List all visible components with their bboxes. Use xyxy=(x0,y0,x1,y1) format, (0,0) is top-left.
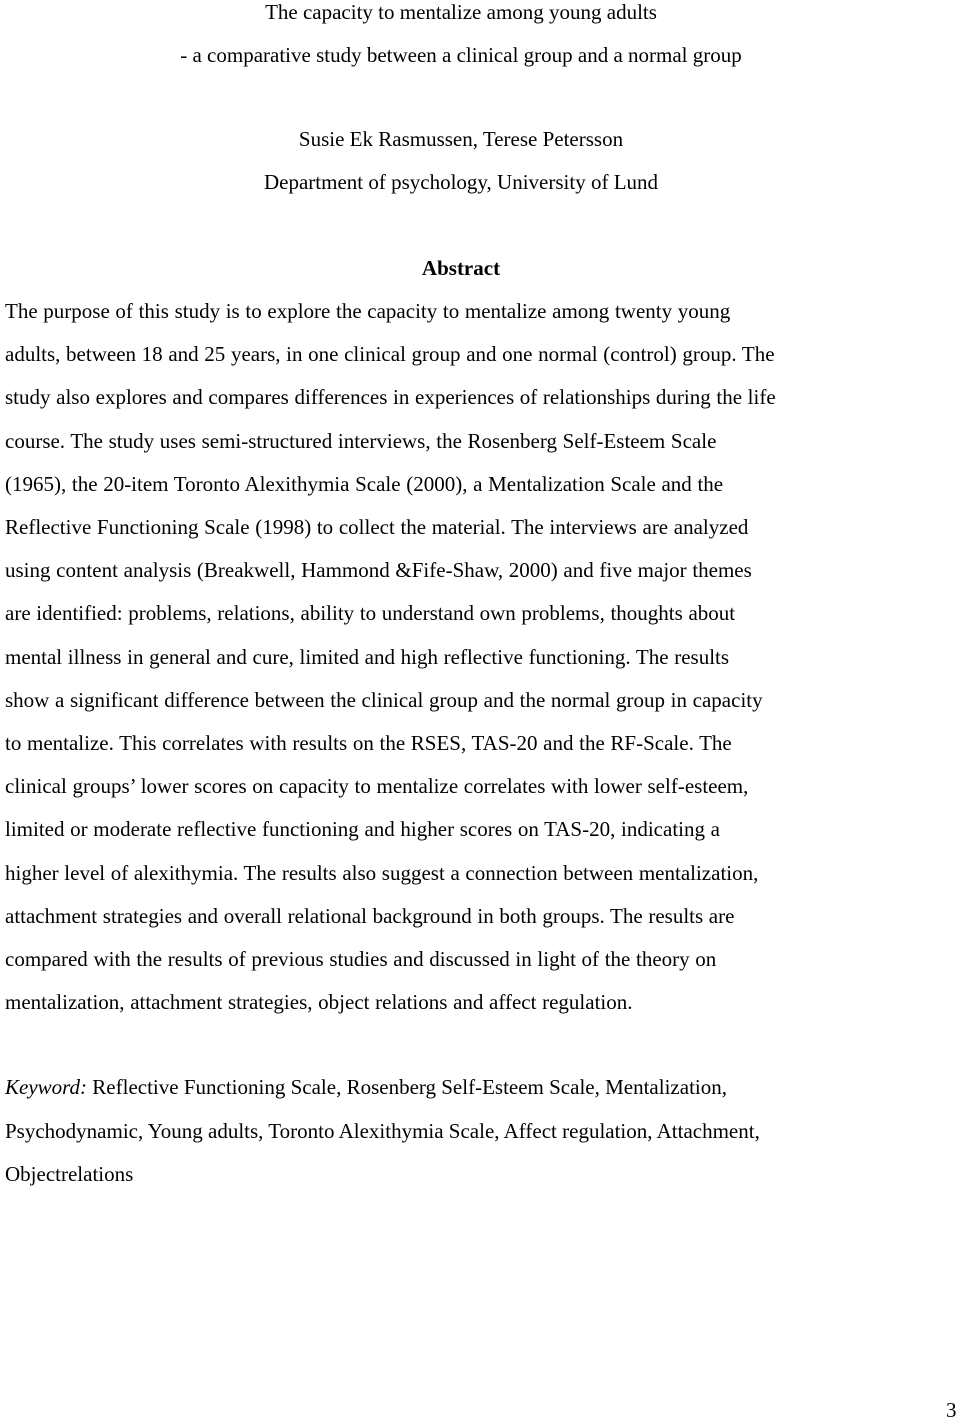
abstract-line: study also explores and compares differences in experiences of relationships during the life xyxy=(5,385,776,410)
abstract-line: Reflective Functioning Scale (1998) to collect the material. The interviews are analyzed xyxy=(5,515,749,540)
author-names: Susie Ek Rasmussen, Terese Petersson xyxy=(298,127,624,151)
keywords-text-1: Reflective Functioning Scale, Rosenberg Self-Esteem Scale, Mentalization, xyxy=(92,1075,727,1099)
keywords-label: Keyword: xyxy=(5,1075,88,1099)
abstract-line: course. The study uses semi-structured interviews, the Rosenberg Self-Esteem Scale xyxy=(5,428,717,453)
abstract-line: to mentalize. This correlates with results on the RSES, TAS-20 and the RF-Scale. The xyxy=(5,731,732,756)
abstract-line: (1965), the 20-item Toronto Alexithymia Scale (2000), a Mentalization Scale and the xyxy=(5,471,724,496)
abstract-line: attachment strategies and overall relational background in both groups. The results are xyxy=(5,903,735,928)
author-info xyxy=(0,118,922,204)
title-line-1: The capacity to mentalize among young adults xyxy=(265,0,657,24)
abstract-line: using content analysis (Breakwell, Hammond &Fife-Shaw, 2000) and five major themes xyxy=(5,558,752,583)
page-number: 3 xyxy=(946,1398,957,1422)
paper-title xyxy=(0,0,922,77)
abstract-body xyxy=(5,290,925,1024)
keywords-line-2: Psychodynamic, Young adults, Toronto Alexithymia Scale, Affect regulation, Attachment, xyxy=(5,1118,760,1143)
keywords-line-1 xyxy=(5,1066,925,1110)
abstract-line: compared with the results of previous studies and discussed in light of the theory on xyxy=(5,947,717,972)
keywords-line-3: Objectrelations xyxy=(5,1162,134,1186)
abstract-line: are identified: problems, relations, ability to understand own problems, thoughts about xyxy=(5,601,736,626)
abstract-line: mental illness in general and cure, limited and high reflective functioning. The results xyxy=(5,644,730,669)
abstract-line: clinical groups’ lower scores on capacity to mentalize correlates with lower self-esteem, xyxy=(5,774,749,799)
abstract-line: higher level of alexithymia. The results also suggest a connection between mentalization, xyxy=(5,860,759,885)
abstract-line: show a significant difference between the clinical group and the normal group in capacity xyxy=(5,687,763,712)
abstract-line: mentalization, attachment strategies, object relations and affect regulation. xyxy=(5,990,633,1015)
title-line-2: - a comparative study between a clinical group and a normal group xyxy=(180,43,742,67)
abstract-line: limited or moderate reflective functioning and higher scores on TAS-20, indicating a xyxy=(5,817,720,842)
abstract-line: The purpose of this study is to explore the capacity to mentalize among twenty young xyxy=(5,299,731,323)
keywords-section xyxy=(5,1066,925,1197)
abstract-line: adults, between 18 and 25 years, in one clinical group and one normal (control) group. The xyxy=(5,342,775,367)
abstract-heading: Abstract xyxy=(421,256,501,280)
author-affiliation: Department of psychology, University of Lund xyxy=(263,170,659,194)
